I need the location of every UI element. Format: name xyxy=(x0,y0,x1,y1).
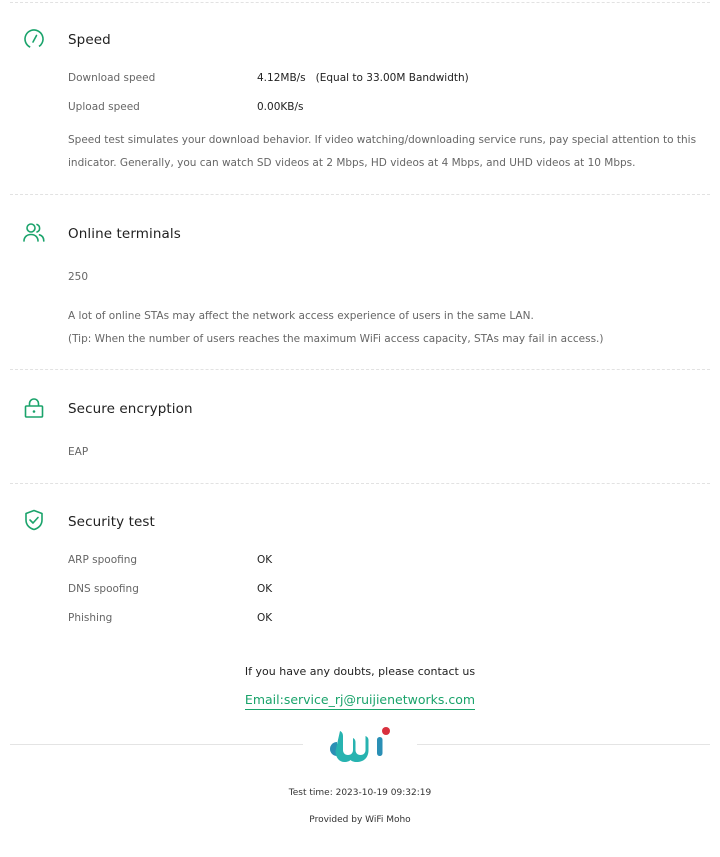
wifi-moho-logo xyxy=(326,723,396,767)
encryption-title: Secure encryption xyxy=(68,401,193,417)
divider xyxy=(10,369,710,370)
phishing-value: OK xyxy=(257,612,273,624)
users-icon xyxy=(22,220,46,244)
speedometer-icon xyxy=(22,27,46,51)
speed-description: Speed test simulates your download behavior. If video watching/downloading service runs, pay special attention to this indicator. Generally, you can watch SD videos at 2 Mbps, HD videos at 4 Mbps, and UHD videos at 10 Mbps. xyxy=(68,134,697,169)
dns-spoofing-label: DNS spoofing xyxy=(68,583,139,595)
email-link[interactable]: Email:service_rj@ruijienetworks.com xyxy=(245,692,475,710)
logo-divider-left xyxy=(10,744,303,745)
phishing-label: Phishing xyxy=(68,612,113,624)
top-divider xyxy=(10,2,710,3)
arp-spoofing-value: OK xyxy=(257,554,273,566)
upload-speed-value: 0.00KB/s xyxy=(257,101,304,113)
divider xyxy=(10,483,710,484)
logo-divider-right xyxy=(417,744,710,745)
terminals-note: A lot of online STAs may affect the network access experience of users in the same LAN. xyxy=(68,310,534,322)
arp-spoofing-label: ARP spoofing xyxy=(68,554,138,566)
test-time: Test time: 2023-10-19 09:32:19 xyxy=(288,788,432,798)
security-title: Security test xyxy=(68,514,155,530)
encryption-value: EAP xyxy=(68,446,89,458)
download-speed-label: Download speed xyxy=(68,72,156,84)
upload-speed-label: Upload speed xyxy=(68,101,140,113)
terminals-tip: (Tip: When the number of users reaches the maximum WiFi access capacity, STAs may fail in access.) xyxy=(68,333,604,345)
download-speed-value: 4.12MB/s (Equal to 33.00M Bandwidth) xyxy=(257,72,469,84)
shield-check-icon xyxy=(22,508,46,532)
dns-spoofing-value: OK xyxy=(257,583,273,595)
terminals-title: Online terminals xyxy=(68,226,181,242)
provided-by: Provided by WiFi Moho xyxy=(309,815,411,825)
lock-icon xyxy=(22,396,46,420)
contact-email[interactable] xyxy=(0,689,720,708)
terminals-count: 250 xyxy=(68,271,89,283)
contact-text: If you have any doubts, please contact us xyxy=(244,665,476,678)
speed-title: Speed xyxy=(68,32,111,48)
divider xyxy=(10,194,710,195)
